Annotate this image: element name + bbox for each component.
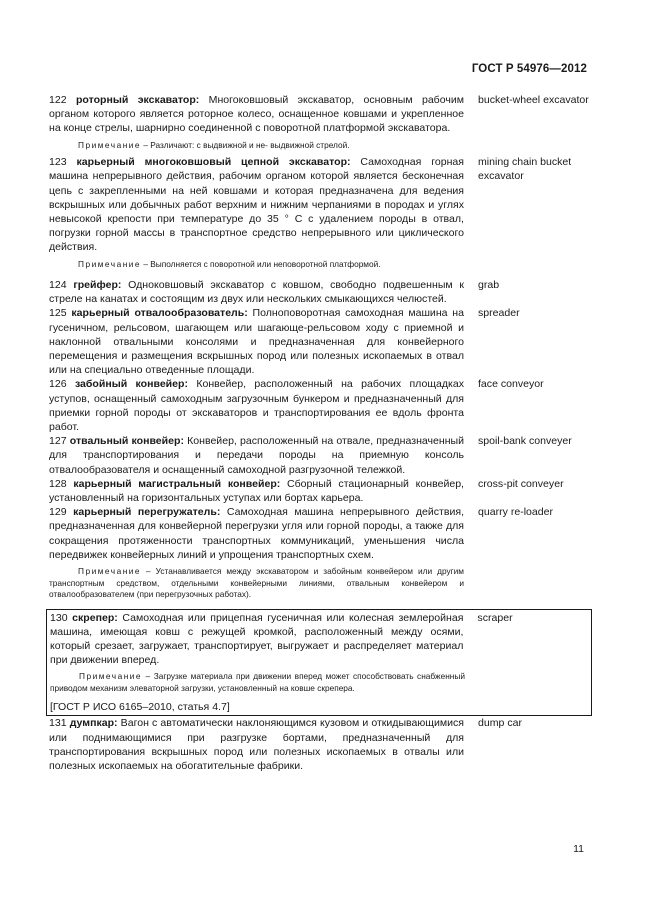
terms-list [49, 93, 589, 773]
term-number: 122 [49, 94, 67, 106]
english-equivalent: spreader [478, 307, 520, 320]
term-definition [49, 93, 464, 136]
english-equivalent: face conveyor [478, 378, 544, 391]
term-number: 125 [49, 307, 67, 320]
term-name: грейфер: [73, 279, 122, 292]
note-label: Примечание [78, 258, 142, 269]
definition-text: Конвейер, расположенный на рабочих площадках уступов, оснащенный самоходным загрузочным бункером и предназначенный для приемки горной породы от экскаваторов и транспортирования ее вдоль фронта работ. [49, 378, 465, 434]
term-number: 123 [49, 156, 67, 169]
english-equivalent: quarry re-loader [478, 506, 554, 519]
term-entry-124 [49, 278, 589, 306]
note-label: Примечание [79, 671, 143, 682]
definition-text: Самоходная горная машина непрерывного действия, рабочим органом которой является бесконечная цепь с закрепленными на ней ковшами и которая предназначена для ведения вскрышных или добычных работ верхним и нижним черпаниями в породах и углях невысокой крепости при температуре до 35 ° С с удалением породы в отвал, погрузки горной массы в транспортное средство непрерывного или циклического действия. [49, 156, 464, 254]
term-definition [49, 505, 464, 562]
term-definition [49, 716, 464, 773]
definition-text: Самоходная или прицепная гусеничная или колесная землеройная машина, имеющая ковш с режущей кромкой, расположенный между осями, который срезает, загружает, транспортирует, выгружает и распределяет материал при движении вперед. [50, 611, 464, 667]
term-entry-123 [49, 155, 589, 254]
term-name: карьерный отвалообразователь: [71, 307, 248, 320]
definition-text: Многоковшовый экскаватор, основным рабочим органом которого является роторное колесо, оснащенное ковшами и укрепленное на конце стрелы, шарнирно соединенной с поворотной платформой экскаватора. [49, 94, 464, 135]
term-name: отвальный конвейер: [69, 435, 184, 448]
term-definition [49, 278, 464, 306]
standard-designation: ГОСТ Р 54976—2012 [471, 63, 587, 75]
term-number: 131 [49, 717, 67, 730]
term-entry-129 [49, 505, 589, 562]
english-equivalent: mining chain bucket excavator [478, 156, 572, 183]
note-label: Примечание [78, 139, 142, 150]
term-name: роторный экскаватор: [75, 94, 200, 106]
definition-text: Сборный стационарный конвейер, установленный на горизонтальных уступах или бортах карьера. [49, 477, 464, 505]
english-equivalent: bucket-wheel excavator [478, 94, 589, 106]
note-text: – Различают: с выдвижной и не- выдвижной стрелой. [141, 139, 350, 150]
term-name: забойный конвейер: [74, 378, 188, 391]
term-name: карьерный многоковшовый цепной экскаватор: [76, 156, 351, 169]
term-number: 128 [49, 477, 67, 490]
term-number: 126 [49, 378, 67, 391]
definition-text: Конвейер, расположенный на отвале, предназначенный для транспортирования и передачи породы на приемную консоль отвалообразователя и оснащенный самоходной разгрузочной тележкой. [49, 435, 465, 476]
definition-text: Вагон с автоматически наклоняющимся кузовом и откидывающимися или поднимающимися при разгрузке бортами, предназначенный для транспортирования вскрышных пород или полезных ископаемых в отвалы или полезных ископаемых на обогатительные фабрики. [49, 717, 464, 773]
term-entry-130 [50, 611, 588, 668]
term-name: карьерный перегружатель: [73, 506, 221, 519]
term-definition [49, 477, 464, 505]
term-number: 127 [49, 435, 67, 448]
english-equivalent: scraper [477, 611, 513, 624]
page-number: 11 [573, 843, 584, 855]
english-equivalent: dump car [478, 717, 522, 730]
note-text: – Загрузке материала при движении вперед может способствовать снабженный приводом механизм элеваторной загрузки, установленный на ковше скрепера. [50, 671, 465, 693]
term-entry-128 [49, 477, 589, 505]
note [49, 259, 464, 271]
term-definition [49, 434, 464, 477]
term-definition [49, 377, 464, 434]
term-name: карьерный магистральный конвейер: [73, 477, 281, 490]
note-label: Примечание [78, 566, 142, 577]
term-entry-126 [49, 377, 589, 434]
definition-text: Полноповоротная самоходная машина на гусеничном, рельсовом, шагающем или шагающе-рельсовом ходу с приемной и наклонной отвальными консолями и предназначенная для конвейерного перемещения и размещения вскрышных пород или полезных ископаемых в отвал или на специально отведенные площади. [49, 307, 464, 377]
term-entry-127 [49, 434, 589, 477]
term-entry-131 [49, 716, 589, 773]
note [49, 140, 464, 152]
note [49, 566, 464, 601]
term-entry-125 [49, 306, 589, 377]
note-text: – Выполняется с поворотной или неповоротной платформой. [141, 258, 381, 269]
definition-text: Одноковшовый экскаватор с ковшом, свободно подвешенным к стреле на канатах и состоящим из двух или нескольких смыкающихся челюстей. [49, 279, 464, 306]
term-definition [49, 306, 464, 377]
term-name: думпкар: [69, 717, 118, 730]
term-definition [49, 155, 464, 254]
definition-text: Самоходная машина непрерывного действия, предназначенная для конвейерной перегрузки угля или горной породы, а также для сокращения протяженности транспортных коммуникаций, уменьшения числа передвижек конвейерных линий и упрощения транспортных схем. [49, 506, 465, 561]
boxed-term-entry-130 [46, 609, 592, 717]
term-name: скрепер: [72, 611, 118, 624]
term-number: 129 [49, 506, 67, 519]
term-definition [50, 611, 463, 668]
note [50, 671, 465, 694]
term-entry-122 [49, 93, 589, 136]
source-reference: [ГОСТ Р ИСО 6165–2010, статья 4.7] [50, 701, 230, 714]
note-text: – Устанавливается между экскаватором и забойным конвейером или другим транспортным средством, отдельными конвейерными линиями, отвальным конвейером и отвалообразователем (при перегрузочных работах). [49, 566, 464, 600]
term-number: 124 [49, 279, 67, 292]
english-equivalent: cross-pit conveyer [478, 477, 564, 490]
english-equivalent: spoil-bank conveyer [478, 435, 572, 448]
english-equivalent: grab [478, 279, 500, 292]
term-number: 130 [50, 611, 68, 624]
